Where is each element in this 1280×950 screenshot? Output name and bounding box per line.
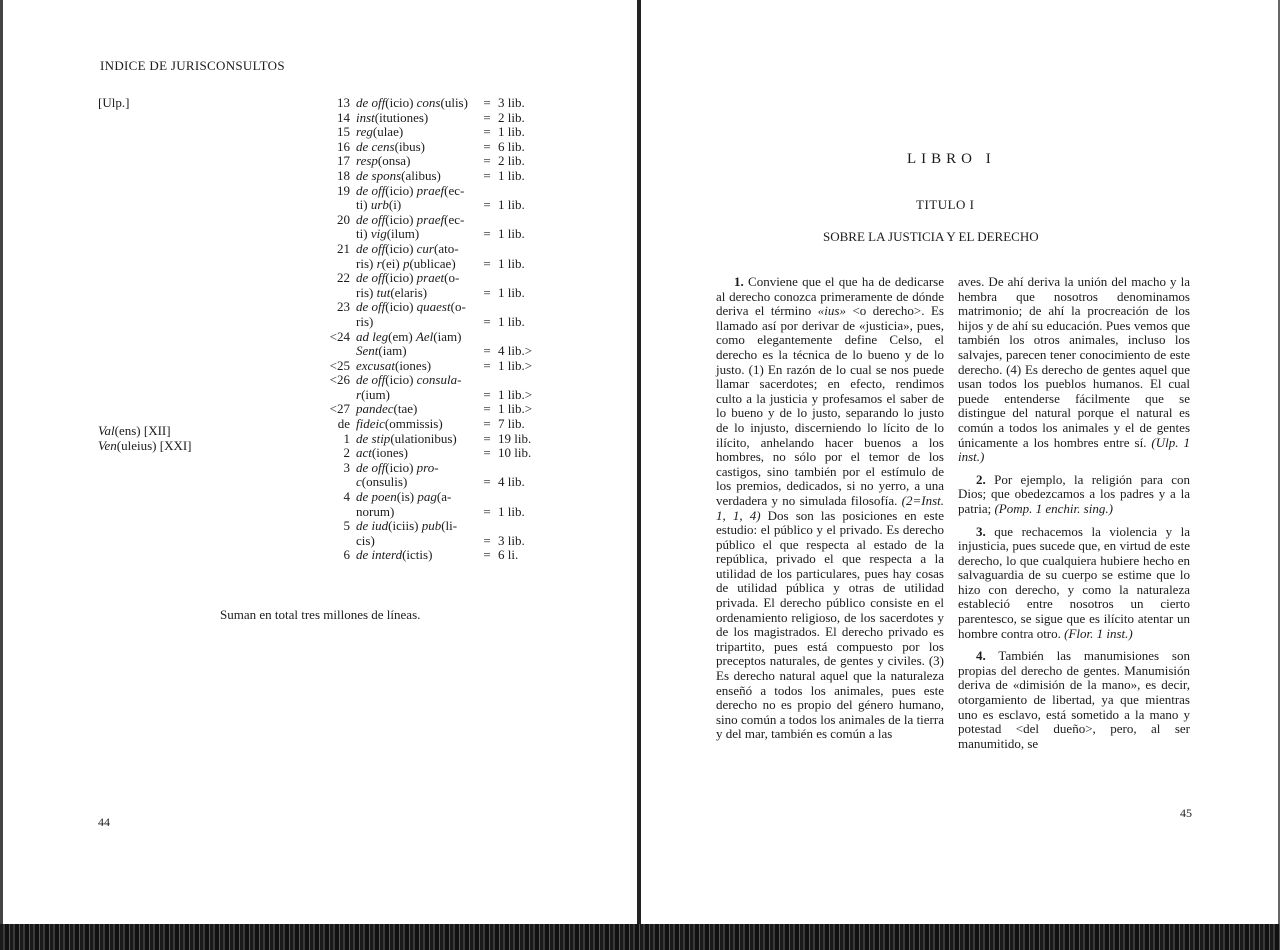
- index-number: 4: [343, 489, 350, 505]
- index-title: inst(itutiones): [356, 109, 429, 125]
- text-column-left: [716, 275, 944, 750]
- index-number: 21: [337, 240, 350, 256]
- index-number: 14: [337, 109, 350, 125]
- index-number: <24: [329, 328, 350, 344]
- title-heading: TITULO I: [916, 197, 975, 212]
- index-row: [320, 344, 580, 359]
- index-row: [320, 140, 580, 155]
- index-title: norum): [356, 503, 395, 519]
- index-equals: =: [483, 197, 491, 213]
- index-number: 20: [337, 211, 350, 227]
- index-number: 16: [337, 138, 350, 154]
- index-row: [320, 111, 580, 126]
- index-value: 19 lib.: [498, 430, 532, 446]
- index-title: de iud(iciis) pub(li-: [356, 518, 458, 534]
- index-title: ad leg(em) Ael(iam): [356, 328, 462, 344]
- index-title: de stip(ulationibus): [356, 430, 457, 446]
- index-title: pandec(tae): [356, 401, 418, 417]
- index-title: de off(icio) praef(ec-: [356, 211, 465, 227]
- index-row: [320, 125, 580, 140]
- index-title: r(ium): [356, 386, 390, 402]
- paragraph: 2. Por ejemplo, la religión para con Dios; que obedezcamos a los padres y a la patria; (Pomp. 1 enchir. sing.): [958, 471, 1190, 516]
- index-equals: =: [483, 138, 491, 154]
- index-value: 1 lib.: [498, 226, 525, 242]
- index-title: reg(ulae): [356, 124, 404, 140]
- index-value: 7 lib.: [498, 416, 525, 432]
- index-row: [320, 490, 580, 505]
- index-title: ti) vig(ilum): [356, 226, 420, 242]
- section-heading: SOBRE LA JUSTICIA Y EL DERECHO: [823, 229, 1039, 244]
- index-number: 5: [343, 518, 350, 534]
- index-number: 15: [337, 124, 350, 140]
- book-edge-left: [0, 0, 3, 925]
- index-value: 2 lib.: [498, 109, 525, 125]
- index-row: [320, 505, 580, 520]
- index-equals: =: [483, 357, 491, 373]
- index-equals: =: [483, 343, 491, 359]
- side-names: [98, 424, 192, 453]
- index-title: act(iones): [356, 445, 408, 461]
- index-equals: =: [483, 255, 491, 271]
- index-value: 3 lib.: [498, 95, 525, 110]
- index-title: de interd(ictis): [356, 547, 433, 563]
- index-title: de off(icio) cons(ulis): [356, 95, 468, 110]
- index-equals: =: [483, 153, 491, 169]
- index-equals: =: [483, 445, 491, 461]
- side-name: Ven(uleius) [XXI]: [98, 437, 192, 453]
- index-row: [320, 96, 580, 111]
- book-gutter: [637, 0, 641, 925]
- index-number: 13: [337, 95, 350, 110]
- index-row: [320, 388, 580, 403]
- index-title: ris): [356, 313, 374, 329]
- index-row: [320, 548, 580, 563]
- index-row: [320, 154, 580, 169]
- index-number: 6: [343, 547, 350, 563]
- index-number: 18: [337, 167, 350, 183]
- index-row: [320, 184, 580, 199]
- index-row: [320, 257, 580, 272]
- index-value: 1 lib.: [498, 255, 525, 271]
- index-value: 6 li.: [498, 547, 519, 563]
- scan-border: [0, 924, 1280, 950]
- index-title: ris) tut(elaris): [356, 284, 428, 300]
- index-title: de off(icio) praef(ec-: [356, 182, 465, 198]
- index-title: de off(icio) cur(ato-: [356, 240, 459, 256]
- index-row: [320, 461, 580, 476]
- index-number: de: [337, 416, 350, 432]
- index-row: [320, 359, 580, 374]
- index-equals: =: [483, 95, 491, 110]
- index-row: [320, 519, 580, 534]
- index-number: 19: [337, 182, 350, 198]
- index-value: 6 lib.: [498, 138, 525, 154]
- book-heading: LIBRO I: [907, 151, 996, 167]
- index-title: fideic(ommissis): [356, 416, 443, 432]
- index-row: [320, 169, 580, 184]
- index-row: [320, 475, 580, 490]
- index-equals: =: [483, 313, 491, 329]
- index-value: 1 lib.>: [498, 386, 533, 402]
- index-value: 1 lib.: [498, 503, 525, 519]
- index-row: [320, 534, 580, 549]
- left-page: [0, 0, 640, 925]
- index-equals: =: [483, 386, 491, 402]
- index-value: 1 lib.: [498, 313, 525, 329]
- index-row: [320, 213, 580, 228]
- index-value: 3 lib.: [498, 532, 525, 548]
- index-title: de poen(is) pag(a-: [356, 489, 452, 505]
- index-title: de off(icio) praet(o-: [356, 270, 460, 286]
- index-row: [320, 330, 580, 345]
- index-number: <25: [329, 357, 350, 373]
- index-row: [320, 271, 580, 286]
- index-equals: =: [483, 226, 491, 242]
- section-label: [Ulp.]: [98, 95, 130, 110]
- index-row: [320, 198, 580, 213]
- index-equals: =: [483, 124, 491, 140]
- index-value: 10 lib.: [498, 445, 532, 461]
- page-number-right: 45: [1180, 806, 1192, 820]
- index-title: resp(onsa): [356, 153, 411, 169]
- index-title: de cens(ibus): [356, 138, 425, 154]
- index-equals: =: [483, 284, 491, 300]
- index-number: <26: [329, 372, 350, 388]
- index-equals: =: [483, 401, 491, 417]
- running-head: INDICE DE JURISCONSULTOS: [100, 58, 285, 73]
- index-title: excusat(iones): [356, 357, 432, 373]
- paragraph: 1. Conviene que el que ha de dedicarse al derecho conozca primeramente de dónde deriva el término «ius» <o derecho>. Es llamado así por derivar de «justicia», pues, como elegantemente define Celso, el derecho es la técnica de lo bueno y de lo justo. (1) En razón de lo cual se nos puede llamar sacerdotes; en efecto, rendimos culto a la justicia y profesamos el saber de lo bueno y de lo justo, separando lo justo de lo injusto, discerniendo lo lícito de lo ilícito, anhelando hacer buenos a los hombres, no sólo por el temor de los castigos, sino también por el estímulo de los premios, dedicados, si no yerro, a una verdadera y no simulada filosofía. (2=Inst. 1, 1, 4) Dos son las posiciones en este estudio: el público y el privado. Es derecho público el que respecta al estado de la república, privado el que respecta a la utilidad de los particulares, pues hay cosas de utilidad pública y otras de utilidad privada. El derecho público consiste en el ordenamiento religioso, de los sacerdotes y de los magistrados. El derecho privado es tripartito, pues está compuesto por los preceptos naturales, de gentes y civiles. (3) Es derecho natural aquel que la naturaleza enseñó a todos los animales, pues este derecho no es propio del género humano, sino común a todos los animales de la tierra y del mar, también es común a las: [716, 274, 944, 742]
- index-title: de off(icio) consula-: [356, 372, 462, 388]
- index-equals: =: [483, 430, 491, 446]
- index-number: 3: [343, 459, 350, 475]
- index-row: [320, 417, 580, 432]
- index-value: 1 lib.: [498, 197, 525, 213]
- index-equals: =: [483, 532, 491, 548]
- paragraph: 3. que rechacemos la violencia y la injusticia, pues sucede que, en virtud de este derecho, lo que cualquiera hubiere hecho en salvaguardia de su cuerpo se estime que lo hizo con derecho, y como la naturaleza estableció entre nosotros un cierto parentesco, se sigue que es ilícito atentar un hombre contra otro. (Flor. 1 inst.): [958, 523, 1190, 641]
- index-value: 2 lib.: [498, 153, 525, 169]
- index-row: [320, 242, 580, 257]
- index-row: [320, 402, 580, 417]
- index-title: c(onsulis): [356, 474, 408, 490]
- index-number: 1: [343, 430, 350, 446]
- index-row: [320, 432, 580, 447]
- index-value: 1 lib.: [498, 124, 525, 140]
- index-equals: =: [483, 167, 491, 183]
- index-value: 1 lib.>: [498, 357, 533, 373]
- index-row: [320, 300, 580, 315]
- index-number: 23: [337, 299, 350, 315]
- index-value: 1 lib.: [498, 284, 525, 300]
- index-equals: =: [483, 547, 491, 563]
- total-line: Suman en total tres millones de líneas.: [220, 607, 421, 622]
- index-value: 1 lib.: [498, 167, 525, 183]
- side-name: Val(ens) [XII]: [98, 423, 171, 438]
- index-number: 22: [337, 270, 350, 286]
- index-value: 4 lib.: [498, 474, 525, 490]
- index-title: Sent(iam): [356, 343, 407, 359]
- paragraph: aves. De ahí deriva la unión del macho y la hembra que nosotros denominamos matrimonio; de ahí la procreación de los hijos y de ahí su educación. Pues vemos que también los otros animales, incluso los salvajes, parecen tener conocimiento de este derecho. (4) Es derecho de gentes aquel que usan todos los pueblos humanos. El cual puede entenderse fácilmente que se distingue del natural porque el natural es común a todos los animales y el de gentes únicamente a los hombres entre sí. (Ulp. 1 inst.): [958, 274, 1190, 465]
- page-number-left: 44: [98, 815, 110, 829]
- index-title: de spons(alibus): [356, 167, 441, 183]
- index-equals: =: [483, 503, 491, 519]
- index-row: [320, 446, 580, 461]
- index-number: 2: [343, 445, 350, 461]
- index-number: <27: [329, 401, 350, 417]
- index-title: cis): [356, 532, 375, 548]
- index-row: [320, 373, 580, 388]
- jurist-index-list: [320, 96, 580, 563]
- index-equals: =: [483, 474, 491, 490]
- index-number: 17: [337, 153, 350, 169]
- index-title: ti) urb(i): [356, 197, 402, 213]
- index-value: 1 lib.>: [498, 401, 533, 417]
- text-column-right: [958, 275, 1190, 759]
- index-row: [320, 315, 580, 330]
- index-value: 4 lib.>: [498, 343, 533, 359]
- index-title: de off(icio) pro-: [356, 459, 439, 475]
- index-equals: =: [483, 416, 491, 432]
- index-equals: =: [483, 109, 491, 125]
- paragraph: 4. También las manumisiones son propias del derecho de gentes. Manumisión deriva de «dimisión de la mano», es decir, otorgamiento de libertad, ya que mientras uno es esclavo, está sometido a la mano y potestad <del dueño>, pero, al ser manumitido, se: [958, 648, 1190, 751]
- index-row: [320, 227, 580, 242]
- index-row: [320, 286, 580, 301]
- index-title: de off(icio) quaest(o-: [356, 299, 466, 315]
- index-title: ris) r(ei) p(ublicae): [356, 255, 456, 271]
